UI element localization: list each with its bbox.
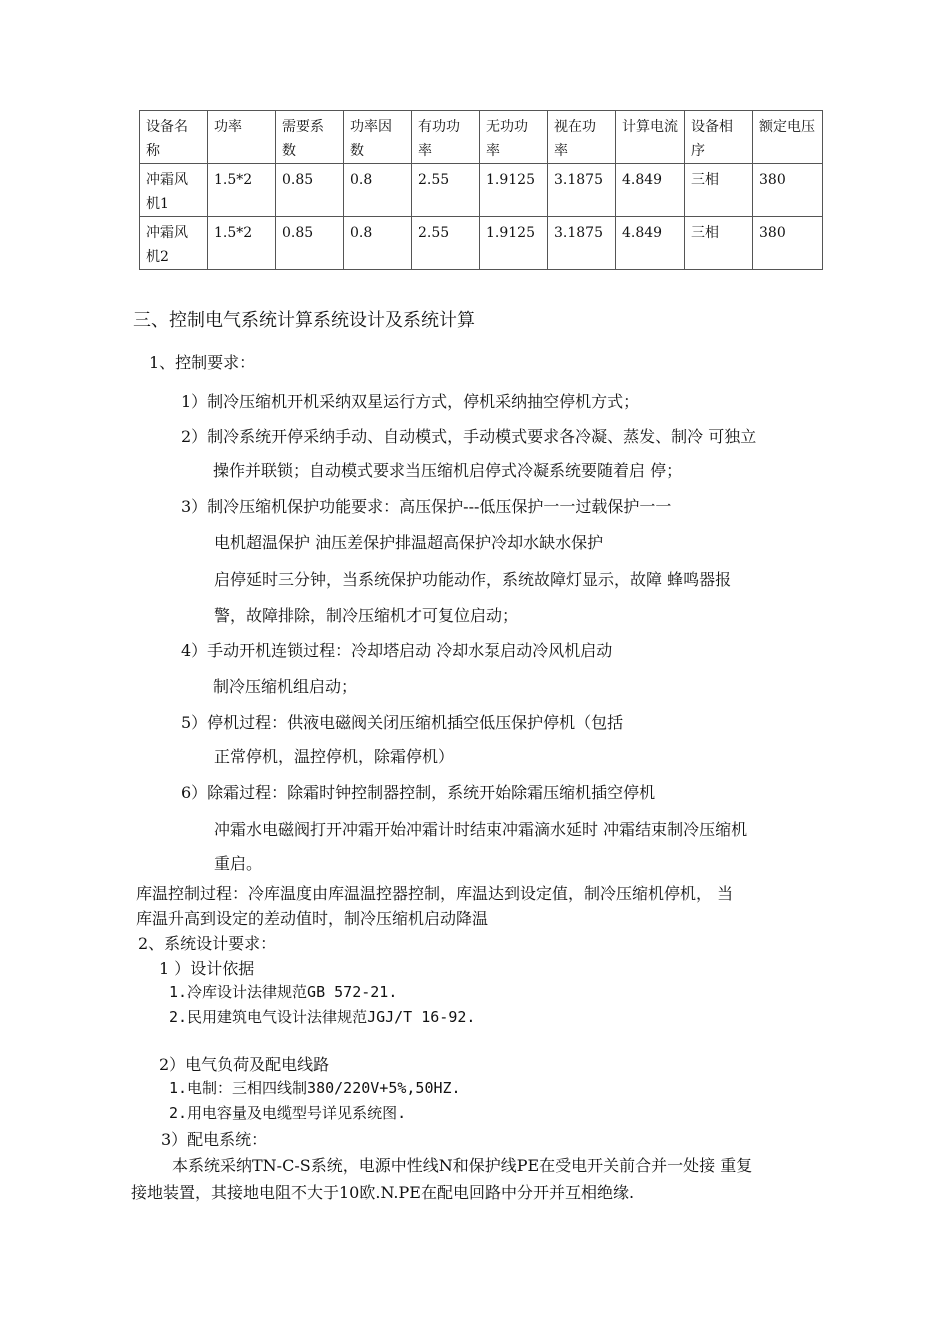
- table-row: [140, 217, 823, 270]
- load-item: 1.电制：三相四线制380/220V+5%,50HZ.: [169, 1079, 461, 1097]
- table-cell: 1.5*2: [208, 217, 276, 270]
- control-item: 正常停机，温控停机，除霜停机）: [214, 747, 455, 766]
- table-cell: 2.55: [412, 164, 480, 217]
- control-heading: 1、控制要求：: [149, 353, 256, 372]
- header-cell: 功率: [208, 111, 276, 164]
- header-cell: 计算电流: [616, 111, 685, 164]
- table-cell: 冲霜风机1: [140, 164, 208, 217]
- dist-line: 接地装置，其接地电阻不大于10欧.N.PE在配电回路中分开并互相绝缘.: [131, 1183, 635, 1202]
- basis-item: 2.民用建筑电气设计法律规范JGJ/T 16-92.: [169, 1008, 476, 1026]
- table-cell: 三相: [685, 217, 753, 270]
- control-item: 1）制冷压缩机开机采纳双星运行方式，停机采纳抽空停机方式；: [181, 392, 640, 411]
- header-cell: 额定电压: [753, 111, 823, 164]
- table-cell: 0.8: [344, 164, 412, 217]
- control-item: 4）手动开机连锁过程：冷却塔启动 冷却水泵启动冷风机启动: [181, 641, 613, 660]
- header-cell: 无功功率: [480, 111, 548, 164]
- table-cell: 3.1875: [548, 217, 616, 270]
- table-cell: 1.9125: [480, 217, 548, 270]
- control-item: 制冷压缩机组启动；: [213, 677, 358, 696]
- equipment-table: [139, 110, 823, 270]
- control-item: 操作并联锁；自动模式要求当压缩机启停式冷凝系统要随着启 停；: [213, 461, 683, 480]
- load-item: 2.用电容量及电缆型号详见系统图.: [169, 1104, 407, 1122]
- control-item: 启停延时三分钟，当系统保护功能动作，系统故障灯显示，故障 蜂鸣器报: [214, 570, 732, 589]
- table-cell: 4.849: [616, 164, 685, 217]
- design-heading: 2、系统设计要求：: [138, 934, 277, 953]
- load-heading: 2）电气负荷及配电线路: [159, 1055, 330, 1074]
- control-item: 3）制冷压缩机保护功能要求：高压保护---低压保护一一过载保护一一: [181, 497, 672, 516]
- control-item: 警，故障排除，制冷压缩机才可复位启动；: [214, 606, 519, 625]
- table-cell: 4.849: [616, 217, 685, 270]
- temp-control-line: 库温控制过程：冷库温度由库温温控器控制，库温达到设定值，制冷压缩机停机， 当: [136, 884, 734, 903]
- basis-heading: 1 ）设计依据: [159, 959, 255, 978]
- table-cell: 0.85: [276, 164, 344, 217]
- table-cell: 冲霜风机2: [140, 217, 208, 270]
- table-cell: 0.8: [344, 217, 412, 270]
- control-item: 6）除霜过程：除霜时钟控制器控制，系统开始除霜压缩机插空停机: [181, 783, 656, 802]
- table-cell: 1.9125: [480, 164, 548, 217]
- header-cell: 设备相序: [685, 111, 753, 164]
- section-title: 三、控制电气系统计算系统设计及系统计算: [133, 310, 475, 331]
- header-cell: 需要系数: [276, 111, 344, 164]
- table-cell: 2.55: [412, 217, 480, 270]
- table-cell: 3.1875: [548, 164, 616, 217]
- control-item: 2）制冷系统开停采纳手动、自动模式，手动模式要求各冷凝、蒸发、制冷 可独立: [181, 427, 757, 446]
- header-cell: 视在功率: [548, 111, 616, 164]
- control-item: 5）停机过程：供液电磁阀关闭压缩机插空低压保护停机（包括: [181, 713, 624, 732]
- header-cell: 功率因数: [344, 111, 412, 164]
- basis-item: 1.冷库设计法律规范GB 572-21.: [169, 983, 398, 1001]
- temp-control-line: 库温升高到设定的差动值时，制冷压缩机启动降温: [136, 909, 489, 928]
- dist-heading: 3）配电系统：: [161, 1130, 268, 1149]
- table-row: [140, 164, 823, 217]
- control-item: 冲霜水电磁阀打开冲霜开始冲霜计时结束冲霜滴水延时 冲霜结束制冷压缩机: [214, 820, 748, 839]
- header-cell: 设备名称: [140, 111, 208, 164]
- table-cell: 380: [753, 164, 823, 217]
- dist-line: 本系统采纳TN-C-S系统，电源中性线N和保护线PE在受电开关前合并一处接 重复: [172, 1156, 753, 1175]
- table-cell: 0.85: [276, 217, 344, 270]
- table-cell: 1.5*2: [208, 164, 276, 217]
- table-cell: 380: [753, 217, 823, 270]
- table-cell: 三相: [685, 164, 753, 217]
- control-item: 电机超温保护 油压差保护排温超高保护冷却水缺水保护: [214, 533, 604, 552]
- control-item: 重启。: [214, 854, 263, 873]
- table-header-row: [140, 111, 823, 164]
- header-cell: 有功功率: [412, 111, 480, 164]
